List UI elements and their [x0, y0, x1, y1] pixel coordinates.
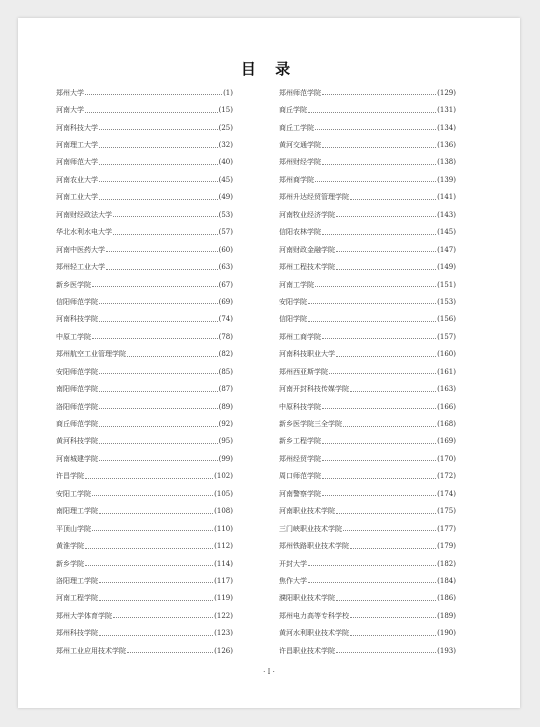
dot-leader: [99, 600, 213, 601]
dot-leader: [99, 129, 218, 130]
toc-entry: [279, 189, 456, 206]
toc-entry: [279, 380, 456, 397]
toc-entry-page: (45): [218, 175, 233, 184]
toc-entry-title: 郑州铁路职业技术学院: [279, 542, 349, 551]
toc-entry-page: (131): [437, 106, 456, 115]
toc-entry: [279, 311, 456, 328]
toc-entry-title: 郑州财经学院: [279, 158, 321, 167]
dot-leader: [99, 391, 218, 392]
toc-column-left: [56, 84, 233, 659]
dot-leader: [308, 303, 436, 304]
dot-leader: [99, 181, 218, 182]
toc-entry-title: 郑州商学院: [279, 175, 314, 184]
toc-entry: [279, 136, 456, 153]
dot-leader: [336, 652, 436, 653]
toc-entry-title: 郑州工业应用技术学院: [56, 646, 126, 655]
toc-entry-page: (169): [437, 437, 456, 446]
toc-entry-title: 信阳农林学院: [279, 228, 321, 237]
toc-entry-title: 河南工学院: [279, 280, 314, 289]
toc-entry-page: (63): [218, 263, 233, 272]
dot-leader: [322, 338, 436, 339]
toc-entry-page: (153): [437, 297, 456, 306]
dot-leader: [322, 408, 436, 409]
toc-entry-title: 安阳学院: [279, 297, 307, 306]
toc-entry: [56, 346, 233, 363]
toc-entry-page: (190): [437, 629, 456, 638]
toc-entry-title: 郑州大学: [56, 88, 84, 97]
toc-entry: [56, 537, 233, 554]
dot-leader: [85, 478, 213, 479]
toc-entry-title: 商丘工学院: [279, 123, 314, 132]
toc-entry: [56, 450, 233, 467]
dot-leader: [127, 356, 218, 357]
toc-entry-page: (49): [218, 193, 233, 202]
toc-entry: [279, 171, 456, 188]
toc-entry: [56, 520, 233, 537]
toc-entry: [56, 503, 233, 520]
toc-entry-title: 郑州西亚斯学院: [279, 367, 328, 376]
toc-entry-title: 郑州师范学院: [279, 88, 321, 97]
toc-entry-title: 河南科技职业大学: [279, 350, 335, 359]
toc-entry-title: 平顶山学院: [56, 524, 91, 533]
toc-entry: [56, 171, 233, 188]
toc-entry-title: 黄河交通学院: [279, 141, 321, 150]
dot-leader: [92, 338, 218, 339]
dot-leader: [336, 216, 436, 217]
toc-entry: [279, 503, 456, 520]
dot-leader: [92, 286, 218, 287]
toc-entry: [56, 136, 233, 153]
toc-entry-page: (25): [218, 123, 233, 132]
toc-entry: [56, 625, 233, 642]
dot-leader: [99, 164, 218, 165]
toc-entry: [279, 572, 456, 589]
toc-entry-title: 河南职业技术学院: [279, 507, 335, 516]
toc-entry-title: 濮阳职业技术学院: [279, 594, 335, 603]
toc-entry-title: 郑州升达经贸管理学院: [279, 193, 349, 202]
toc-entry-title: 许昌学院: [56, 472, 84, 481]
toc-entry: [56, 415, 233, 432]
toc-entry-title: 新乡学院: [56, 559, 84, 568]
dot-leader: [99, 199, 218, 200]
toc-entry-title: 郑州轻工业大学: [56, 263, 105, 272]
toc-entry-page: (108): [214, 507, 233, 516]
document-page: [18, 18, 520, 708]
toc-entry-page: (193): [437, 646, 456, 655]
toc-entry: [279, 433, 456, 450]
toc-entry: [279, 293, 456, 310]
dot-leader: [336, 513, 436, 514]
dot-leader: [322, 478, 436, 479]
toc-entry-page: (139): [437, 175, 456, 184]
toc-entry-page: (57): [218, 228, 233, 237]
toc-entry: [56, 398, 233, 415]
toc-entry-page: (149): [437, 263, 456, 272]
toc-entry-title: 河南工业大学: [56, 193, 98, 202]
toc-entry-page: (157): [437, 332, 456, 341]
toc-entry-page: (69): [218, 297, 233, 306]
toc-entry: [56, 241, 233, 258]
toc-entry: [279, 450, 456, 467]
toc-entry: [56, 311, 233, 328]
page-number: · I ·: [263, 668, 275, 676]
dot-leader: [343, 426, 436, 427]
toc-entry-title: 黄河科技学院: [56, 437, 98, 446]
toc-entry-page: (82): [218, 350, 233, 359]
dot-leader: [322, 234, 436, 235]
toc-entry: [279, 642, 456, 659]
toc-entry-page: (141): [437, 193, 456, 202]
toc-entry-page: (122): [214, 611, 233, 620]
toc-entry: [279, 224, 456, 241]
toc-entry-page: (123): [214, 629, 233, 638]
dot-leader: [85, 112, 218, 113]
dot-leader: [322, 94, 436, 95]
dot-leader: [92, 495, 213, 496]
toc-entry: [56, 380, 233, 397]
toc-entry-title: 中原工学院: [56, 332, 91, 341]
toc-entry: [56, 590, 233, 607]
toc-entry-page: (87): [218, 385, 233, 394]
toc-entry-page: (166): [437, 402, 456, 411]
toc-entry: [279, 154, 456, 171]
toc-entry-title: 黄河水利职业技术学院: [279, 629, 349, 638]
dot-leader: [85, 565, 213, 566]
toc-entry-title: 河南师范大学: [56, 158, 98, 167]
dot-leader: [336, 251, 436, 252]
toc-entry: [56, 572, 233, 589]
toc-entry-title: 三门峡职业技术学院: [279, 524, 342, 533]
toc-entry-title: 河南警察学院: [279, 489, 321, 498]
toc-entry: [279, 415, 456, 432]
toc-entry-title: 黄淮学院: [56, 542, 84, 551]
toc-entry: [279, 101, 456, 118]
dot-leader: [127, 652, 213, 653]
toc-entry: [279, 520, 456, 537]
toc-entry-title: 郑州工程技术学院: [279, 263, 335, 272]
toc-entry-title: 河南财经政法大学: [56, 210, 112, 219]
toc-entry: [279, 485, 456, 502]
toc-entry-title: 河南开封科技传媒学院: [279, 385, 349, 394]
toc-entry-page: (92): [218, 420, 233, 429]
dot-leader: [92, 530, 213, 531]
dot-leader: [308, 112, 436, 113]
toc-entry-title: 洛阳理工学院: [56, 576, 98, 585]
toc-entry-page: (175): [437, 507, 456, 516]
toc-entry-page: (15): [218, 106, 233, 115]
toc-entry: [56, 607, 233, 624]
toc-entry-title: 安阳工学院: [56, 489, 91, 498]
toc-entry-page: (160): [437, 350, 456, 359]
dot-leader: [85, 548, 213, 549]
dot-leader: [113, 216, 218, 217]
toc-entry-title: 河南科技大学: [56, 123, 98, 132]
toc-entry: [279, 206, 456, 223]
dot-leader: [350, 635, 436, 636]
toc-entry-title: 河南大学: [56, 106, 84, 115]
page-title: 目 录: [240, 60, 298, 78]
toc-entry-title: 郑州工商学院: [279, 332, 321, 341]
toc-entry-page: (147): [437, 245, 456, 254]
toc-entry-title: 河南中医药大学: [56, 245, 105, 254]
toc-entry-page: (89): [218, 402, 233, 411]
dot-leader: [99, 582, 213, 583]
toc-entry-page: (78): [218, 332, 233, 341]
dot-leader: [322, 495, 436, 496]
toc-column-right: [279, 84, 456, 659]
dot-leader: [99, 373, 218, 374]
toc-entry-title: 郑州电力高等专科学校: [279, 611, 349, 620]
toc-entry-page: (145): [437, 228, 456, 237]
toc-entry: [279, 555, 456, 572]
toc-entry: [56, 485, 233, 502]
toc-entry-page: (156): [437, 315, 456, 324]
dot-leader: [308, 582, 436, 583]
dot-leader: [336, 600, 436, 601]
toc-entry: [279, 398, 456, 415]
toc-entry-title: 河南城建学院: [56, 454, 98, 463]
toc-entry-page: (95): [218, 437, 233, 446]
toc-entry-page: (136): [437, 141, 456, 150]
dot-leader: [113, 234, 218, 235]
toc-entry-title: 新乡医学院三全学院: [279, 420, 342, 429]
toc-entry-title: 郑州科技学院: [56, 629, 98, 638]
dot-leader: [322, 443, 436, 444]
toc-entry: [279, 363, 456, 380]
dot-leader: [99, 303, 218, 304]
toc-entry-page: (184): [437, 576, 456, 585]
dot-leader: [322, 460, 436, 461]
toc-entry-title: 南阳师范学院: [56, 385, 98, 394]
toc-entry-title: 周口师范学院: [279, 472, 321, 481]
dot-leader: [99, 443, 218, 444]
toc-entry-page: (74): [218, 315, 233, 324]
toc-entry-page: (186): [437, 594, 456, 603]
toc-entry: [279, 625, 456, 642]
toc-entry-page: (143): [437, 210, 456, 219]
toc-entry-page: (138): [437, 158, 456, 167]
toc-entry-page: (168): [437, 420, 456, 429]
toc-entry: [279, 241, 456, 258]
dot-leader: [99, 321, 218, 322]
toc-entry-page: (40): [218, 158, 233, 167]
toc-entry-title: 河南工程学院: [56, 594, 98, 603]
toc-entry: [56, 258, 233, 275]
toc-entry-page: (1): [223, 88, 233, 97]
toc-entry: [56, 555, 233, 572]
dot-leader: [322, 164, 436, 165]
dot-leader: [350, 199, 436, 200]
dot-leader: [85, 94, 222, 95]
toc-entry: [279, 590, 456, 607]
toc-entry-page: (182): [437, 559, 456, 568]
dot-leader: [99, 460, 218, 461]
toc-entry: [279, 468, 456, 485]
dot-leader: [99, 426, 218, 427]
toc-entry-title: 新乡工程学院: [279, 437, 321, 446]
toc-entry: [56, 206, 233, 223]
dot-leader: [113, 617, 213, 618]
toc-entry-page: (102): [214, 472, 233, 481]
toc-entry: [56, 101, 233, 118]
toc-entry-page: (163): [437, 385, 456, 394]
toc-entry-page: (114): [214, 559, 233, 568]
toc-entry-page: (174): [437, 489, 456, 498]
dot-leader: [99, 408, 218, 409]
toc-entry: [56, 433, 233, 450]
toc-entry-page: (119): [214, 594, 233, 603]
toc-entry: [56, 276, 233, 293]
toc-entry-title: 洛阳师范学院: [56, 402, 98, 411]
dot-leader: [308, 565, 436, 566]
toc-entry-page: (85): [218, 367, 233, 376]
dot-leader: [336, 269, 436, 270]
toc-entry: [56, 189, 233, 206]
dot-leader: [315, 129, 436, 130]
toc-entry-title: 河南牧业经济学院: [279, 210, 335, 219]
toc-entry-page: (117): [214, 576, 233, 585]
toc-entry-title: 河南科技学院: [56, 315, 98, 324]
toc-entry-page: (172): [437, 472, 456, 481]
toc-entry-page: (189): [437, 611, 456, 620]
dot-leader: [350, 391, 436, 392]
toc-entry-title: 郑州经贸学院: [279, 454, 321, 463]
dot-leader: [308, 321, 436, 322]
toc-entry-page: (151): [437, 280, 456, 289]
toc-entry-title: 河南理工大学: [56, 141, 98, 150]
toc-entry-page: (99): [218, 454, 233, 463]
dot-leader: [336, 356, 436, 357]
toc-entry-page: (170): [437, 454, 456, 463]
toc-entry: [279, 346, 456, 363]
toc-entry-title: 许昌职业技术学院: [279, 646, 335, 655]
toc-entry-title: 焦作大学: [279, 576, 307, 585]
toc-entry-page: (112): [214, 542, 233, 551]
toc-entry-page: (129): [437, 88, 456, 97]
toc-entry-page: (60): [218, 245, 233, 254]
dot-leader: [99, 147, 218, 148]
toc-entry: [56, 154, 233, 171]
toc-entry: [56, 328, 233, 345]
dot-leader: [329, 373, 436, 374]
toc-entry-page: (126): [214, 646, 233, 655]
toc-entry-page: (134): [437, 123, 456, 132]
toc-entry-title: 南阳理工学院: [56, 507, 98, 516]
toc-entry-page: (32): [218, 141, 233, 150]
toc-entry: [56, 642, 233, 659]
toc-entry-title: 信阳师范学院: [56, 297, 98, 306]
toc-entry-title: 信阳学院: [279, 315, 307, 324]
dot-leader: [315, 181, 436, 182]
toc-entry-page: (67): [218, 280, 233, 289]
toc-entry-page: (105): [214, 489, 233, 498]
dot-leader: [106, 251, 218, 252]
toc-entry-title: 郑州大学体育学院: [56, 611, 112, 620]
toc-entry-title: 新乡医学院: [56, 280, 91, 289]
toc-entry: [279, 537, 456, 554]
toc-entry-title: 河南农业大学: [56, 175, 98, 184]
toc-entry-title: 中原科技学院: [279, 402, 321, 411]
toc-entry: [279, 276, 456, 293]
toc-entry-page: (179): [437, 542, 456, 551]
toc-entry-title: 商丘师范学院: [56, 420, 98, 429]
toc-entry-title: 华北水利水电大学: [56, 228, 112, 237]
toc-entry-title: 安阳师范学院: [56, 367, 98, 376]
dot-leader: [99, 635, 213, 636]
toc-entry: [56, 363, 233, 380]
dot-leader: [322, 147, 436, 148]
toc-entry: [56, 468, 233, 485]
toc-entry: [279, 84, 456, 101]
toc-entry-page: (161): [437, 367, 456, 376]
toc-entry-page: (177): [437, 524, 456, 533]
dot-leader: [99, 513, 213, 514]
dot-leader: [350, 548, 436, 549]
toc-entry-title: 商丘学院: [279, 106, 307, 115]
toc-entry-title: 开封大学: [279, 559, 307, 568]
toc-entry-title: 郑州航空工业管理学院: [56, 350, 126, 359]
toc-entry: [279, 328, 456, 345]
toc-entry: [279, 119, 456, 136]
toc-entry: [279, 607, 456, 624]
toc-entry-page: (53): [218, 210, 233, 219]
toc-entry-title: 河南财政金融学院: [279, 245, 335, 254]
toc-entry: [56, 224, 233, 241]
toc-entry-page: (110): [214, 524, 233, 533]
toc-entry: [56, 84, 233, 101]
dot-leader: [350, 617, 436, 618]
toc-entry: [56, 119, 233, 136]
toc-entry: [56, 293, 233, 310]
toc-entry: [279, 258, 456, 275]
dot-leader: [343, 530, 436, 531]
dot-leader: [106, 269, 218, 270]
dot-leader: [315, 286, 436, 287]
